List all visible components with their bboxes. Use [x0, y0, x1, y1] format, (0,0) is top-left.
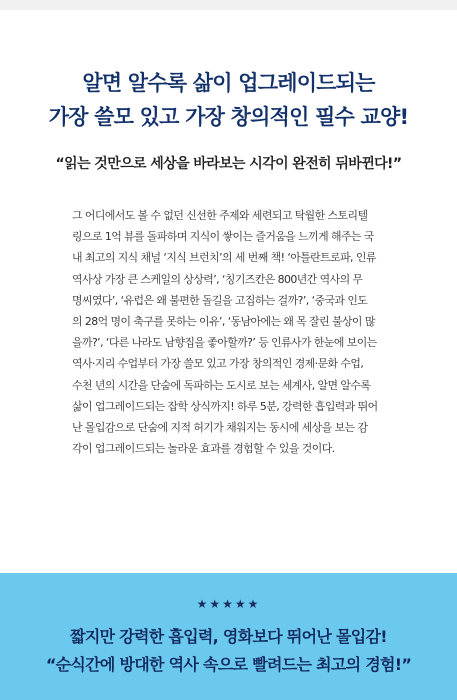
body-line: 역사·지리 수업부터 가장 쓸모 있고 가장 창의적인 경제·문화 수업, — [72, 357, 364, 371]
body-line: 내 최고의 지식 채널 ‘지식 브런치’의 세 번째 책! ‘아틀란트로파, 인류 — [72, 251, 376, 265]
body-line: 을까?’, ‘다른 나라도 남향집을 좋아할까?’ 등 인류사가 한눈에 보이는 — [72, 336, 377, 350]
banner-text — [0, 623, 457, 679]
headline — [0, 66, 457, 134]
body-line: 의 28억 명이 축구를 못하는 이유’, ‘동남아에는 왜 목 잘린 불상이 많 — [72, 315, 375, 329]
banner-line-2: “순식간에 방대한 역사 속으로 빨려드는 최고의 경험!” — [45, 655, 412, 674]
star-rating: ★★★★★ — [196, 597, 261, 611]
body-line: 역사상 가장 큰 스케일의 상상력’, ‘칭기즈칸은 800년간 역사의 무 — [72, 272, 363, 286]
bottom-banner — [0, 573, 457, 700]
body-line: 명씨였다’, ‘유럽은 왜 불편한 돌길을 고집하는 걸까?’, ‘중국과 인도 — [72, 293, 368, 307]
body-line: 링으로 1억 뷰를 돌파하며 지식이 쌓이는 즐거움을 느끼게 해주는 국 — [72, 230, 374, 244]
body-line: 수천 년의 시간을 단숨에 독파하는 도시로 보는 세계사, 알면 알수록 — [72, 378, 371, 392]
headline-line-1: 알면 알수록 삶이 업그레이드되는 — [82, 71, 375, 95]
top-edge-band — [0, 0, 457, 10]
banner-line-1: 짧지만 강력한 흡입력, 영화보다 뛰어난 몰입감! — [70, 627, 387, 646]
body-line: 그 어디에서도 볼 수 없던 신선한 주제와 세련되고 탁월한 스토리텔 — [72, 209, 368, 222]
body-text — [72, 205, 388, 459]
body-line: 삶이 업그레이드되는 잡학 상식까지! 하루 5분, 강력한 흡입력과 뛰어 — [72, 399, 378, 413]
headline-line-2: 가장 쓸모 있고 가장 창의적인 필수 교양! — [48, 105, 409, 129]
body-line: 난 몰입감으로 단숨에 지적 허기가 채워지는 동시에 세상을 보는 감 — [72, 421, 368, 435]
pull-quote: “읽는 것만으로 세상을 바라보는 시각이 완전히 뒤바뀐다!” — [55, 156, 402, 172]
body-line: 각이 업그레이드되는 놀라운 효과를 경험할 수 있을 것이다. — [72, 442, 335, 456]
